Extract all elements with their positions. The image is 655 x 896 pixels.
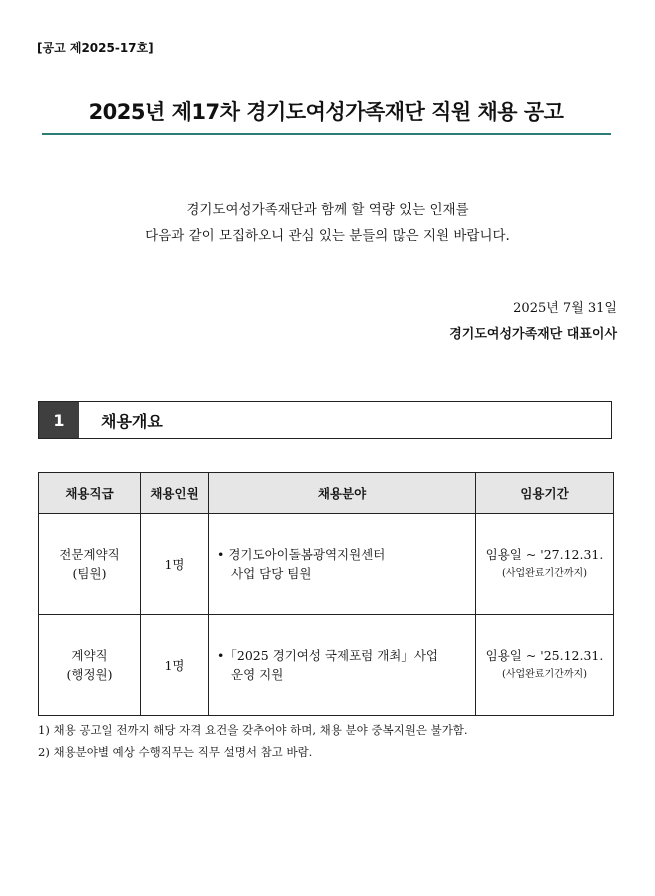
table-row: [39, 514, 614, 615]
notice-number: [공고 제2025-17호]: [37, 41, 154, 55]
count-cell: 1명: [141, 514, 209, 615]
rank-name: 전문계약직: [59, 547, 120, 562]
rank-name: 계약직: [71, 648, 108, 663]
header-field: 채용분야: [209, 473, 476, 514]
table-row: [39, 615, 614, 716]
notice-date: 2025년 7월 31일: [513, 301, 617, 316]
table-header-row: [39, 473, 614, 514]
field-cell: [209, 514, 476, 615]
count-cell: 1명: [141, 615, 209, 716]
intro-line-1: 경기도여성가족재단과 함께 할 역량 있는 인재를: [186, 202, 469, 218]
recruitment-table: [38, 472, 614, 716]
period-cell: [476, 615, 614, 716]
period-main: 임용일 ~ '25.12.31.: [485, 648, 604, 663]
field-line-1: • 경기도아이돌봄광역지원센터: [217, 547, 386, 562]
rank-role: (행정원): [66, 667, 113, 682]
footnote-1: 1) 채용 공고일 전까지 해당 자격 요건을 갖추어야 하며, 채용 분야 중복지원은 불가함.: [38, 723, 468, 737]
signer-name: 경기도여성가족재단 대표이사: [449, 327, 617, 342]
intro-line-2: 다음과 같이 모집하오니 관심 있는 분들의 많은 지원 바랍니다.: [145, 228, 510, 244]
header-rank: 채용직급: [39, 473, 141, 514]
header-count: 채용인원: [141, 473, 209, 514]
page-title: 2025년 제17차 경기도여성가족재단 직원 채용 공고: [88, 100, 564, 124]
rank-cell: [39, 514, 141, 615]
field-cell: [209, 615, 476, 716]
field-line-2: 사업 담당 팀원: [231, 566, 312, 581]
field-line-2: 운영 지원: [231, 667, 284, 682]
period-cell: [476, 514, 614, 615]
section-number: 1: [39, 402, 79, 438]
period-note: (사업완료기간까지): [501, 669, 588, 680]
footnote-2: 2) 채용분야별 예상 수행직무는 직무 설명서 참고 바람.: [38, 745, 313, 759]
period-note: (사업완료기간까지): [501, 568, 588, 579]
rank-cell: [39, 615, 141, 716]
period-main: 임용일 ~ '27.12.31.: [485, 547, 604, 562]
section-header: [38, 401, 612, 439]
section-title: 채용개요: [101, 411, 163, 431]
field-line-1: •「2025 경기여성 국제포럼 개최」사업: [217, 648, 439, 663]
title-underline: [42, 133, 611, 135]
header-period: 임용기간: [476, 473, 614, 514]
rank-role: (팀원): [72, 566, 107, 581]
